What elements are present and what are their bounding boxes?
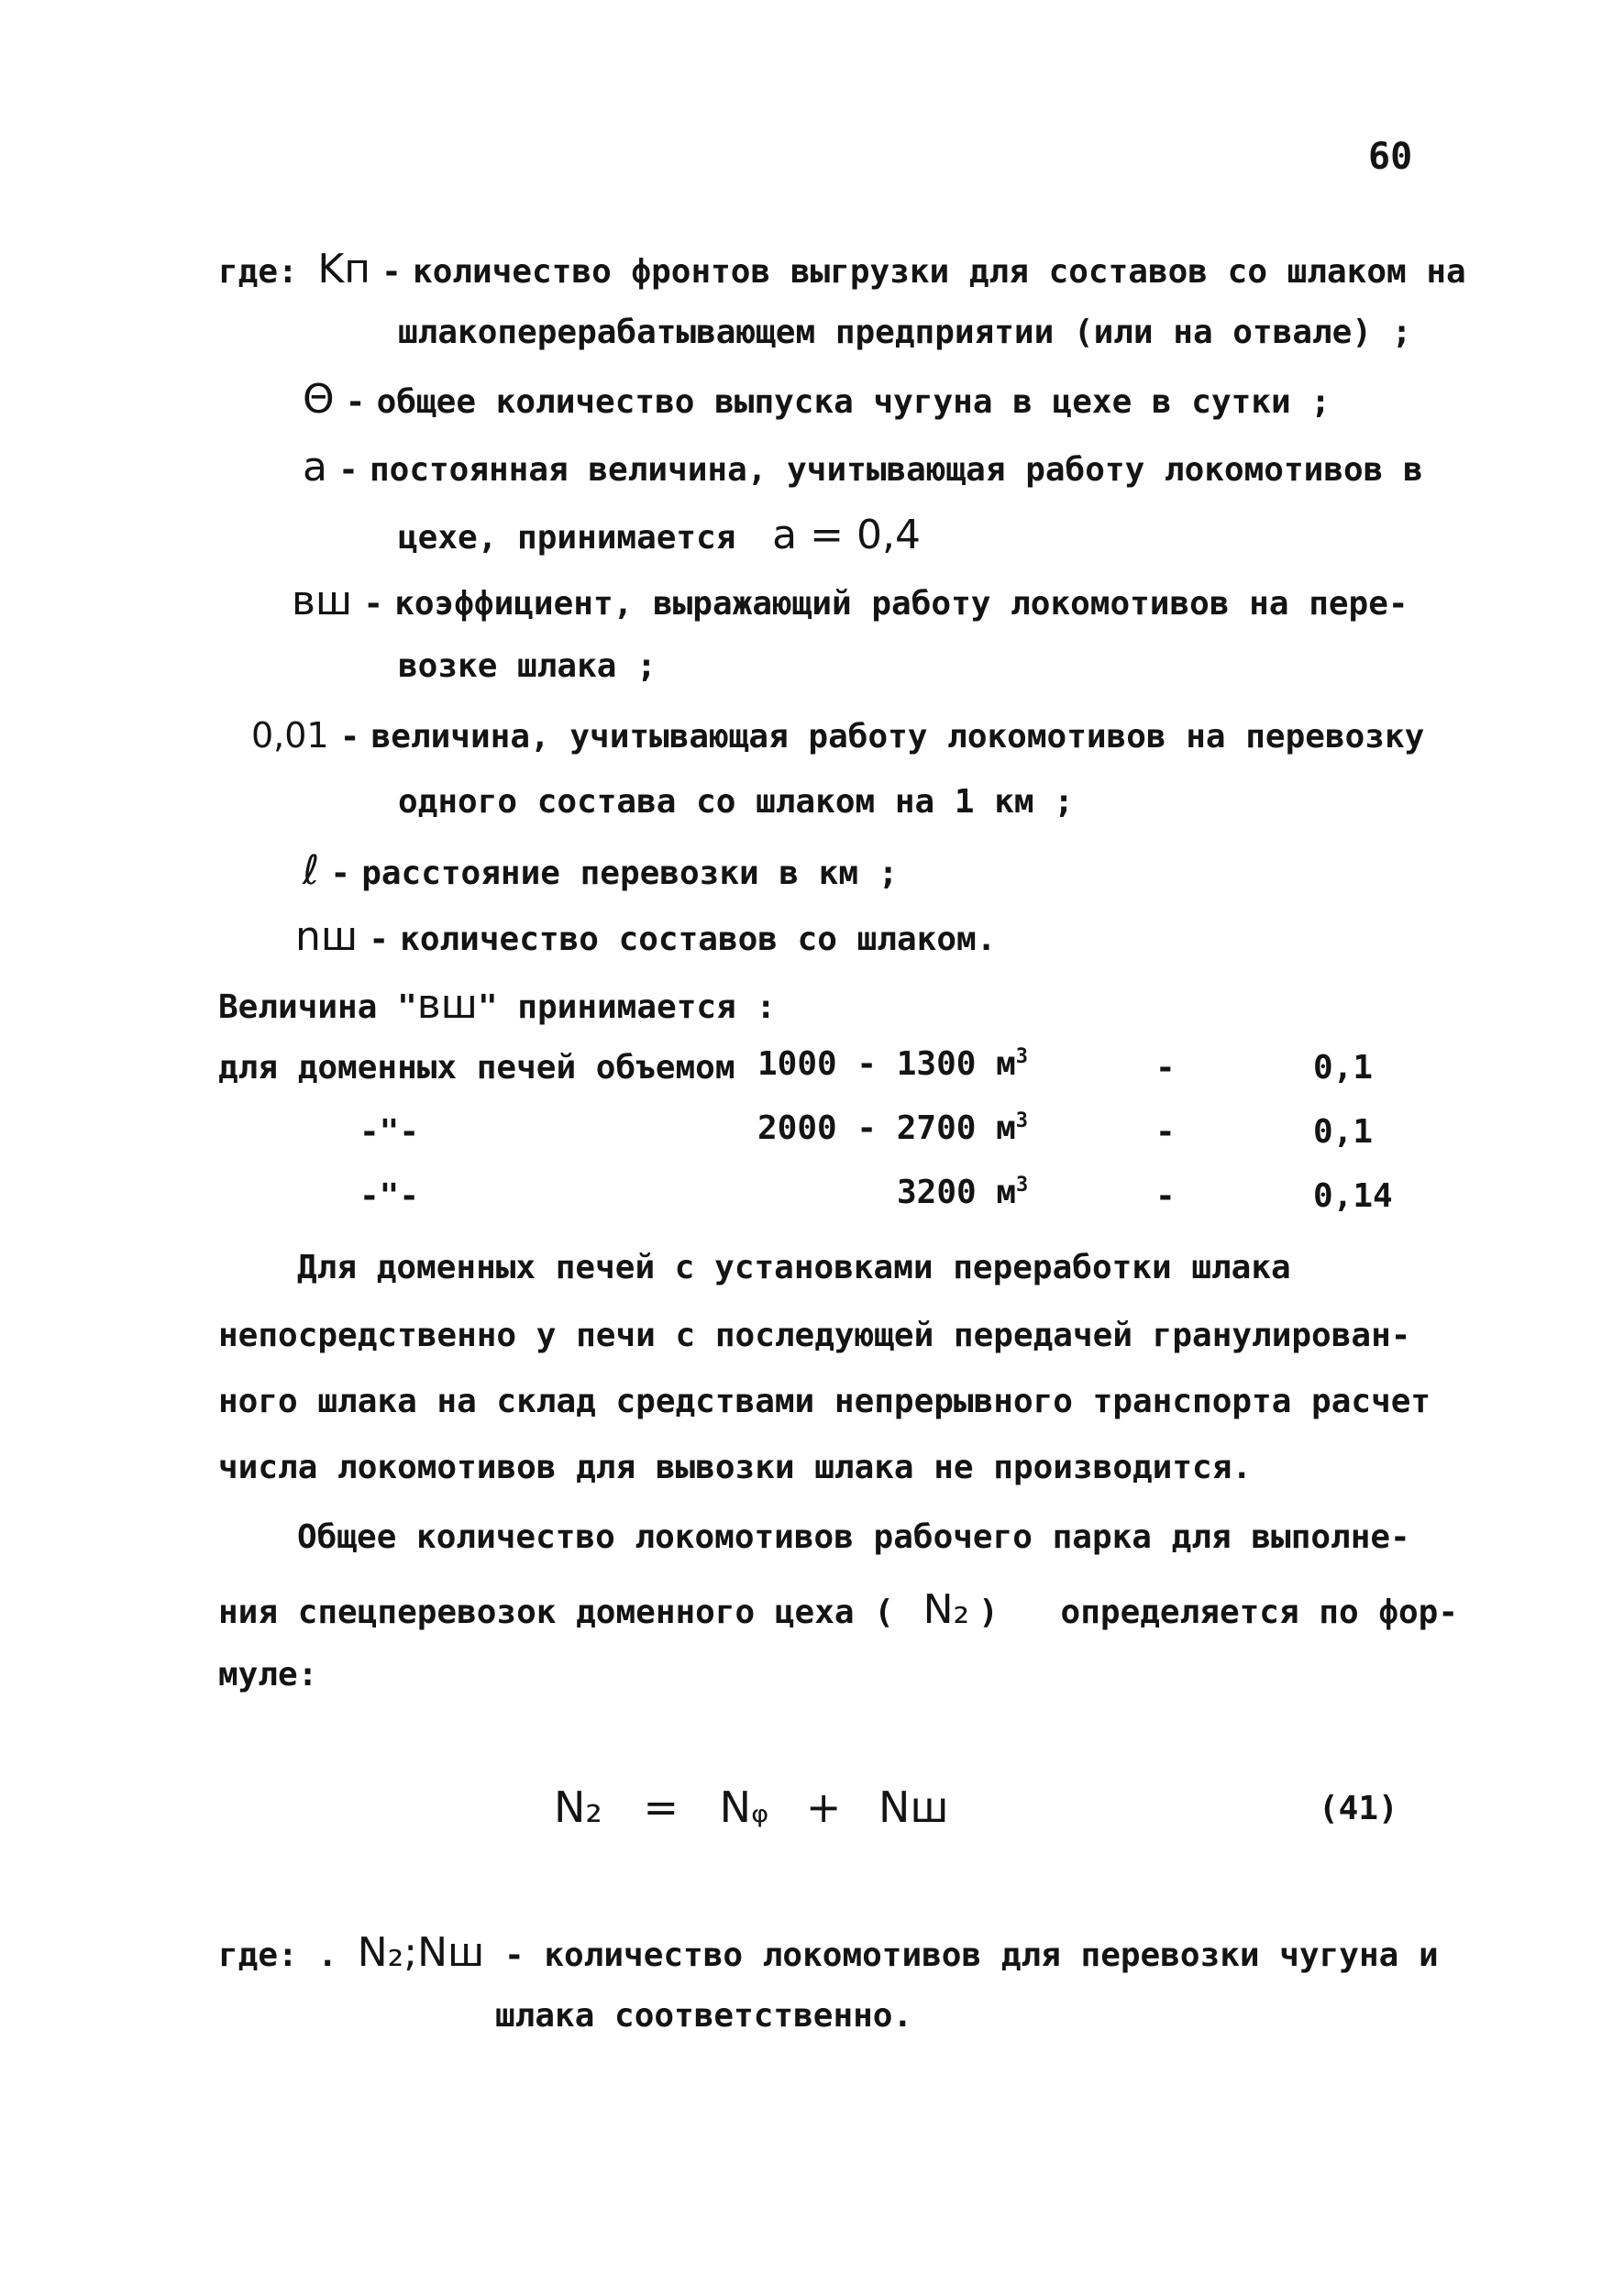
symbol-001: 0,01 xyxy=(251,715,329,756)
table-row-1-dash: - xyxy=(1155,1049,1176,1087)
def-text-a: постоянная величина, учитывающая работу локомотивов в xyxy=(369,451,1423,489)
n2-symbol: N₂ xyxy=(922,1586,970,1633)
def-line-5-cont: одного состава со шлаком на 1 км ; xyxy=(398,783,1074,821)
accept-line xyxy=(218,981,776,1028)
symbol-kp: Kп xyxy=(317,246,371,292)
def-text-vsh: коэффициент, выражающий работу локомотивов на пере- xyxy=(394,585,1409,623)
table-row-2-range xyxy=(757,1109,1028,1147)
table-row-2-dash: - xyxy=(1155,1113,1176,1151)
formula-plus: + xyxy=(805,1782,842,1832)
accept-symbol: вш xyxy=(416,981,478,1028)
def-line-1: где: Kп - количество фронтов выгрузки для составов со шлаком на xyxy=(218,246,1466,292)
para2-text-a: ния спецперевозок доменного цеха ( xyxy=(218,1594,894,1631)
def-line-5: 0,01 - величина, учитывающая работу локомотивов на перевозку xyxy=(251,715,1425,756)
symbol-l: ℓ xyxy=(303,847,320,894)
def-text-kp: количество фронтов выгрузки для составов со шлаком на xyxy=(413,253,1466,291)
formula-term-1: Nᵩ xyxy=(719,1782,769,1832)
def-text-a-cont: цехе, принимается xyxy=(398,519,736,557)
para2-line-3: муле: xyxy=(218,1656,318,1694)
formula xyxy=(554,1782,949,1832)
def-line-2: Θ - общее количество выпуска чугуна в цехе в сутки ; xyxy=(303,376,1331,423)
para1-line-4: числа локомотивов для вывозки шлака не производится. xyxy=(218,1449,1253,1486)
where-label: где: xyxy=(218,253,298,291)
range-2000-2700: 2000 - 2700 м xyxy=(757,1109,1016,1147)
def-line-3-cont xyxy=(398,512,921,558)
range-3200: 3200 м xyxy=(897,1174,1017,1211)
para1-line-3: ного шлака на склад средствами непрерывного транспорта расчет xyxy=(218,1383,1431,1420)
final-line-2: шлака соответственно. xyxy=(495,1997,913,2035)
table-row-1-label: для доменных печей объемом xyxy=(218,1049,735,1087)
symbol-vsh: вш xyxy=(292,578,353,624)
symbol-nsh: nш xyxy=(295,913,359,960)
para2-text-b: определяется по фор- xyxy=(1060,1594,1459,1631)
table-row-3-value: 0,14 xyxy=(1313,1177,1393,1215)
final-prefix: где: . xyxy=(218,1936,338,1974)
def-text-001: величина, учитывающая работу локомотивов на перевозку xyxy=(370,718,1425,756)
accept-prefix: Величина " xyxy=(218,988,417,1026)
formula-number: (41) xyxy=(1319,1790,1398,1827)
formula-term-2: Nш xyxy=(878,1782,949,1832)
table-row-1-range xyxy=(757,1045,1028,1083)
table-row-2-label: -"- xyxy=(359,1113,420,1151)
unit-power: 3 xyxy=(1015,1109,1029,1132)
table-row-3-dash: - xyxy=(1155,1177,1176,1215)
def-line-4: вш - коэффициент, выражающий работу локомотивов на пере- xyxy=(292,578,1409,624)
a-value: а = 0,4 xyxy=(772,512,921,558)
def-text-l: расстояние перевозки в км ; xyxy=(361,855,899,892)
def-line-3: а - постоянная величина, учитывающая работу локомотивов в xyxy=(303,444,1423,491)
def-line-7: nш - количество составов со шлаком. xyxy=(295,913,997,960)
def-line-6: ℓ - расстояние перевозки в км ; xyxy=(303,847,899,894)
final-symbols: N₂;Nш xyxy=(357,1929,485,1976)
def-line-1-cont: шлакоперерабатывающем предприятии (или на отвале) ; xyxy=(398,314,1412,351)
final-text: - количество локомотивов для перевозки чугуна и xyxy=(503,1936,1439,1974)
symbol-theta: Θ xyxy=(303,376,335,423)
def-text-nsh: количество составов со шлаком. xyxy=(400,921,997,958)
table-row-3-range xyxy=(897,1174,1028,1211)
range-1000-1300: 1000 - 1300 м xyxy=(757,1045,1016,1083)
def-line-4-cont: возке шлака ; xyxy=(398,647,657,685)
final-line-1 xyxy=(218,1929,1439,1976)
formula-lhs: N₂ xyxy=(554,1782,602,1832)
table-row-1-value: 0,1 xyxy=(1313,1049,1374,1087)
page-number: 60 xyxy=(1368,136,1413,178)
formula-eq: = xyxy=(643,1782,679,1832)
unit-power: 3 xyxy=(1015,1045,1029,1068)
para1-line-1: Для доменных печей с установками переработки шлака xyxy=(297,1249,1291,1286)
symbol-a: а xyxy=(303,444,327,491)
para2-line-2: ния спецперевозок доменного цеха ( N₂ ) определяется по фор- xyxy=(218,1586,1459,1633)
def-text-theta: общее количество выпуска чугуна в цехе в сутки ; xyxy=(376,383,1331,421)
para2-line-1: Общее количество локомотивов рабочего парка для выполне- xyxy=(297,1518,1410,1556)
unit-power: 3 xyxy=(1016,1174,1029,1197)
para1-line-2: непосредственно у печи с последующей передачей гранулирован- xyxy=(218,1317,1411,1354)
accept-suffix: " принимается : xyxy=(477,988,777,1026)
table-row-3-label: -"- xyxy=(359,1177,420,1215)
table-row-2-value: 0,1 xyxy=(1313,1113,1374,1151)
